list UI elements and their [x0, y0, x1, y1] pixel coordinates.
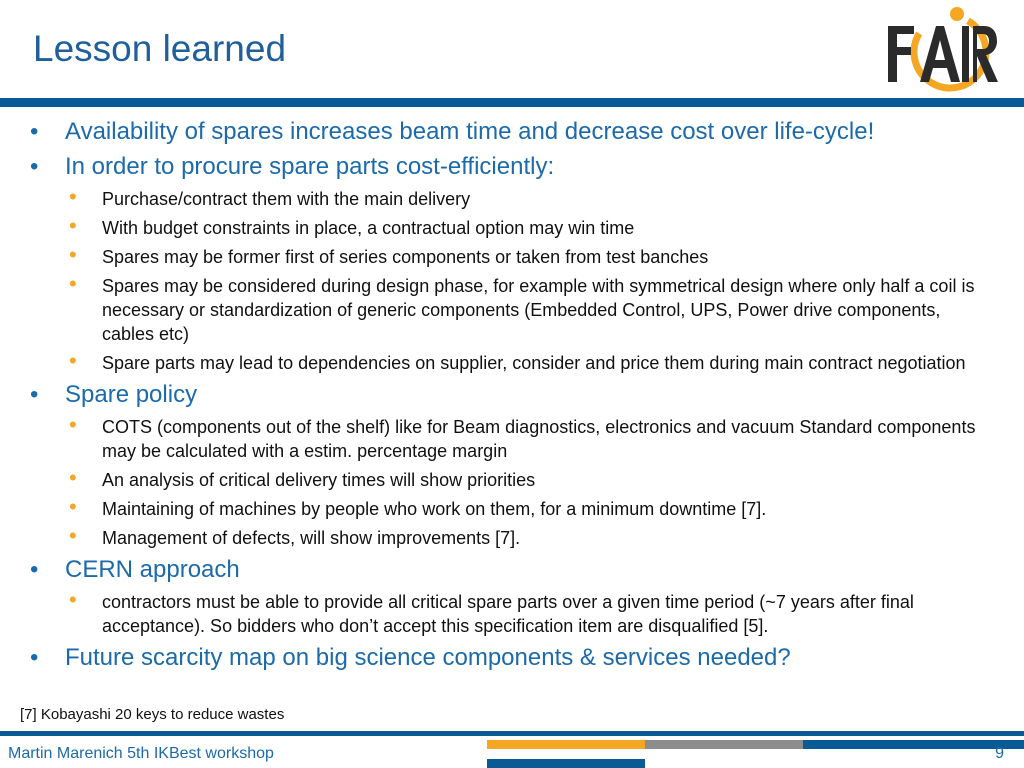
sub-bullet-text: COTS (components out of the shelf) like for Beam diagnostics, electronics and vacuum Standard components may be calculated with a estim. percentage margin [102, 417, 976, 461]
sub-bullet-text: Purchase/contract them with the main delivery [102, 189, 471, 209]
footer-bar-orange [487, 740, 645, 749]
bullet-l1 [0, 380, 1024, 409]
bullet-dot-icon: • [30, 153, 39, 180]
footnote: [7] Kobayashi 20 keys to reduce wastes [20, 706, 285, 723]
bullet-dot-icon: • [30, 556, 39, 583]
slide-title: Lesson learned [33, 28, 287, 69]
orange-bullet-icon: • [69, 348, 77, 373]
bullet-l1 [0, 643, 1024, 672]
footer-bar-gray [645, 740, 803, 749]
bullet-l1 [0, 555, 1024, 584]
title-divider [0, 98, 1024, 107]
orange-bullet-icon: • [69, 465, 77, 490]
sub-bullet-text: Spares may be former first of series components or taken from test banches [102, 247, 709, 267]
bullet-text: CERN approach [65, 556, 240, 583]
orange-bullet-icon: • [69, 184, 77, 209]
bullet-l2 [0, 348, 1024, 375]
sub-bullet-text: Management of defects, will show improvements [7]. [102, 528, 521, 548]
orange-bullet-icon: • [69, 213, 77, 238]
bullet-text: Future scarcity map on big science components & services needed? [65, 644, 791, 671]
orange-bullet-icon: • [69, 271, 77, 296]
bullet-l1 [0, 152, 1024, 181]
bullet-dot-icon: • [30, 644, 39, 671]
orange-bullet-icon: • [69, 523, 77, 548]
bullet-text: Spare policy [65, 381, 198, 408]
bullet-l2 [0, 184, 1024, 211]
footer-author: Martin Marenich 5th IKBest workshop [8, 745, 274, 762]
slide-content [0, 117, 1024, 678]
sub-bullet-text: An analysis of critical delivery times will show priorities [102, 470, 536, 490]
bullet-l2 [0, 465, 1024, 492]
orange-bullet-icon: • [69, 242, 77, 267]
bullet-l2 [0, 412, 1024, 463]
sub-bullet-text: Spare parts may lead to dependencies on supplier, consider and price them during main contract negotiation [102, 353, 966, 373]
bullet-l2 [0, 587, 1024, 638]
bullet-l2 [0, 271, 1024, 346]
sub-bullet-text: With budget constraints in place, a contractual option may win time [102, 218, 635, 238]
bullet-text: Availability of spares increases beam time and decrease cost over life-cycle! [65, 118, 875, 145]
bullet-text: In order to procure spare parts cost-efficiently: [65, 153, 555, 180]
sub-bullet-text: contractors must be able to provide all critical spare parts over a given time period (~7 years after final acceptance). So bidders who don’t accept this specification item are disqualified [5]. [102, 592, 914, 636]
bullet-l2 [0, 242, 1024, 269]
footer-bar-blue [803, 740, 1024, 749]
footer-bar-blue-bottom [487, 759, 645, 768]
orange-bullet-icon: • [69, 412, 77, 437]
footer-divider [0, 731, 1024, 736]
orange-bullet-icon: • [69, 494, 77, 519]
bullet-dot-icon: • [30, 118, 39, 145]
orange-bullet-icon: • [69, 587, 77, 612]
sub-bullet-text: Maintaining of machines by people who work on them, for a minimum downtime [7]. [102, 499, 767, 519]
bullet-l2 [0, 213, 1024, 240]
page-number: 9 [995, 745, 1004, 762]
bullet-dot-icon: • [30, 381, 39, 408]
bullet-l2 [0, 523, 1024, 550]
fair-logo [880, 4, 1000, 96]
bullet-l2 [0, 494, 1024, 521]
sub-bullet-text: Spares may be considered during design phase, for example with symmetrical design where only half a coil is necessary or standardization of generic components (Embedded Control, UPS, Power drive components, cables etc) [102, 276, 975, 344]
bullet-l1 [0, 117, 1024, 146]
